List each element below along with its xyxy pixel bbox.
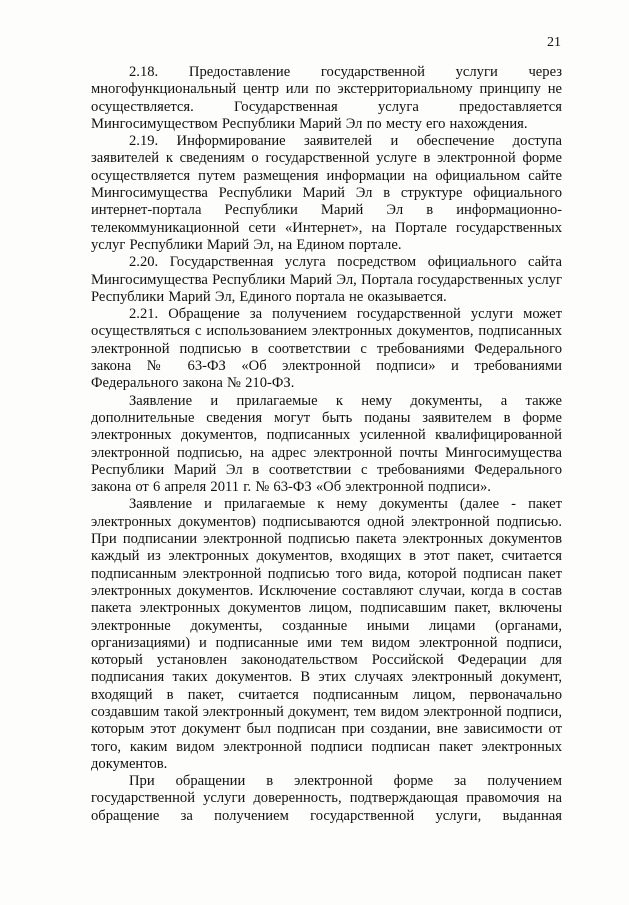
paragraph-2-20: 2.20. Государственная услуга посредством официального сайта Мингосимущества Республики Марий Эл, Портала государственных услуг Республики Марий Эл, Единого портала не оказывается. <box>91 254 562 305</box>
document-body <box>91 64 562 825</box>
paragraph-2-18: 2.18. Предоставление государственной услуги через многофункциональный центр или по экстерриториальному принципу не осуществляется. Государственная услуга предоставляется Мингосимуществом Республики Марий Эл по месту его нахождения. <box>91 64 562 132</box>
paragraph-2-19: 2.19. Информирование заявителей и обеспечение доступа заявителей к сведениям о государственной услуге в электронной форме осуществляется путем размещения информации на официальном сайте Мингосимущества Республики Марий Эл в структуре официального интернет-портала Республики Марий Эл в информационно-телекоммуникационной сети «Интернет», на Портале государственных услуг Республики Марий Эл, на Едином портале. <box>91 133 562 253</box>
paragraph-2-21: 2.21. Обращение за получением государственной услуги может осуществляться с использованием электронных документов, подписанных электронной подписью в соответствии с требованиями Федерального закона № 63-ФЗ «Об электронной подписи» и требованиями Федерального закона № 210-ФЗ. <box>91 306 562 392</box>
paragraph-document-package: Заявление и прилагаемые к нему документы (далее - пакет электронных документов) подписываются одной электронной подписью. При подписании электронной подписью пакета электронных документов каждый из электронных документов, входящих в этот пакет, считается подписанным электронной подписью того вида, которой подписан пакет электронных документов. Исключение составляют случаи, когда в состав пакета электронных документов лицом, подписавшим пакет, включены электронные документы, созданные иными лицами (органами, организациями) и подписанные ими тем видом электронной подписи, который установлен законодательством Российской Федерации для подписания таких документов. В этих случаях электронный документ, входящий в пакет, считается подписанным лицом, первоначально создавшим такой электронный документ, тем видом электронной подписи, которым этот документ был подписан при создании, вне зависимости от того, каким видом электронной подписи подписан пакет электронных документов. <box>91 496 562 772</box>
paragraph-power-of-attorney: При обращении в электронной форме за получением государственной услуги доверенность, подтверждающая правомочия на обращение за получением государственной услуги, выданная <box>91 773 562 824</box>
paragraph-application-submission: Заявление и прилагаемые к нему документы, а также дополнительные сведения могут быть поданы заявителем в форме электронных документов, подписанных усиленной квалифицированной электронной подписью, на адрес электронной почты Мингосимущества Республики Марий Эл в соответствии с требованиями Федерального закона от 6 апреля 2011 г. № 63-ФЗ «Об электронной подписи». <box>91 392 562 496</box>
page-number: 21 <box>547 35 561 50</box>
